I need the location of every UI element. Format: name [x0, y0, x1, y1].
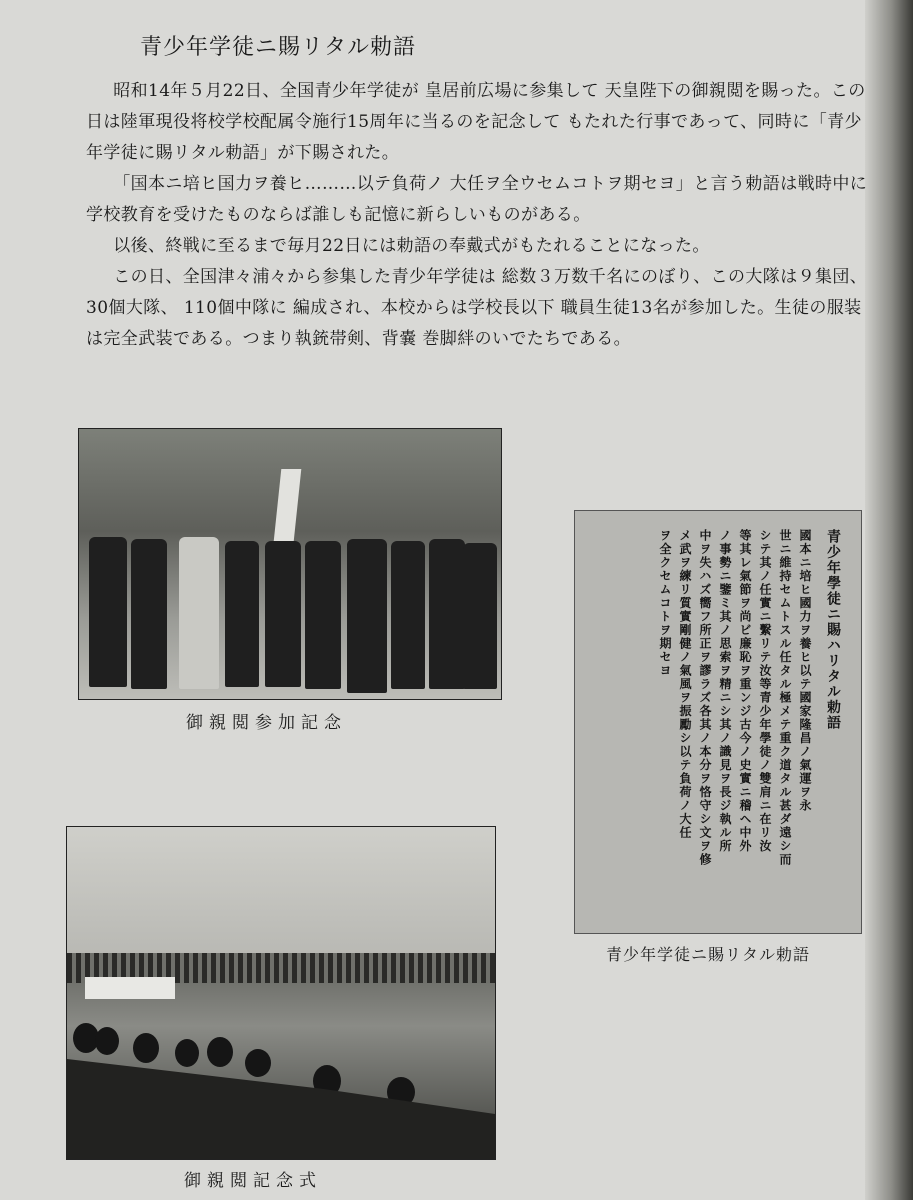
rescript-column: ヲ全クセムコトヲ期セヨ	[658, 529, 672, 678]
spectator-head	[133, 1033, 159, 1063]
spectator-head	[95, 1027, 119, 1055]
rescript-text	[597, 529, 841, 915]
spectator-head	[245, 1049, 271, 1077]
rescript-caption: 青少年学徒ニ賜リタル勅語	[606, 945, 811, 964]
spectator-head	[175, 1039, 199, 1067]
rescript-column: 國本ニ培ヒ國力ヲ養ヒ以テ國家隆昌ノ氣運ヲ永	[798, 529, 812, 813]
person-figure	[429, 539, 465, 689]
person-figure	[463, 543, 497, 689]
show-through-text	[600, 30, 629, 51]
person-figure	[265, 541, 301, 687]
person-figure	[89, 537, 127, 687]
rescript-document-photo	[574, 510, 862, 934]
rescript-column: メ武ヲ練リ質實剛健ノ氣風ヲ振勵シ以テ負荷ノ大任	[678, 529, 692, 840]
paragraph: 以後、終戦に至るまで毎月22日には勅語の奉戴式がもたれることになった。	[113, 236, 710, 256]
page-title: 青少年学徒ニ賜リタル勅語	[140, 35, 417, 60]
rescript-heading: 青少年學徒ニ賜ハリタル勅語	[825, 529, 841, 731]
group-photo-review-participants	[78, 428, 502, 700]
rescript-column: 中ヲ失ハズ嚮フ所正ヲ謬ラズ各其ノ本分ヲ恪守シ文ヲ修	[698, 529, 712, 867]
paragraph: この日、全国津々浦々から参集した青少年学徒は 総数３万数千名にのぼり、この大隊は９集団、30個大隊、 110個中隊に 編成され、本校からは学校長以下 職員生徒13名が参加した。生徒の服装は完全武装である。つまり執銃帯剣、背嚢 巻脚絆のいでたちである。	[86, 267, 868, 349]
person-figure	[305, 541, 341, 689]
white-tent	[85, 977, 175, 999]
photo1-caption: 御親閲参加記念	[186, 713, 347, 733]
article-body	[86, 76, 876, 355]
spectator-bodies	[67, 1059, 495, 1159]
rescript-column: 世ニ維持セムトスル任タル極メテ重ク道タル甚ダ遠シ而	[778, 529, 792, 867]
person-figure	[391, 541, 425, 689]
paragraph: 「国本ニ培ヒ国力ヲ養ヒ………以テ負荷ノ 大任ヲ全ウセムコトヲ期セヨ」と言う勅語は戦時中に学校教育を受けたものならば誰しも記憶に新らしいものがある。	[86, 174, 868, 225]
person-figure	[131, 539, 167, 689]
person-figure	[179, 537, 219, 689]
person-figure	[225, 541, 259, 687]
person-figure	[347, 539, 387, 693]
spectator-head	[207, 1037, 233, 1067]
ceremony-photo	[66, 826, 496, 1160]
photo2-caption: 御親閲記念式	[184, 1171, 322, 1191]
rescript-column: ノ事勢ニ鑒ミ其ノ思索ヲ精ニシ其ノ識見ヲ長ジ執ル所	[718, 529, 732, 853]
rescript-column: 等其レ氣節ヲ尚ビ廉恥ヲ重ンジ古今ノ史實ニ稽ヘ中外	[738, 529, 752, 853]
rescript-column: シテ其ノ任實ニ繫リテ汝等青少年學徒ノ雙肩ニ在リ汝	[758, 529, 772, 853]
paragraph: 昭和14年５月22日、全国青少年学徒が 皇居前広場に参集して 天皇陛下の御親閲を賜った。この日は陸軍現役将校学校配属令施行15周年に当るのを記念して もたれた行事であって、同時に「青少年学徒に賜リタル勅語」が下賜された。	[86, 81, 866, 163]
